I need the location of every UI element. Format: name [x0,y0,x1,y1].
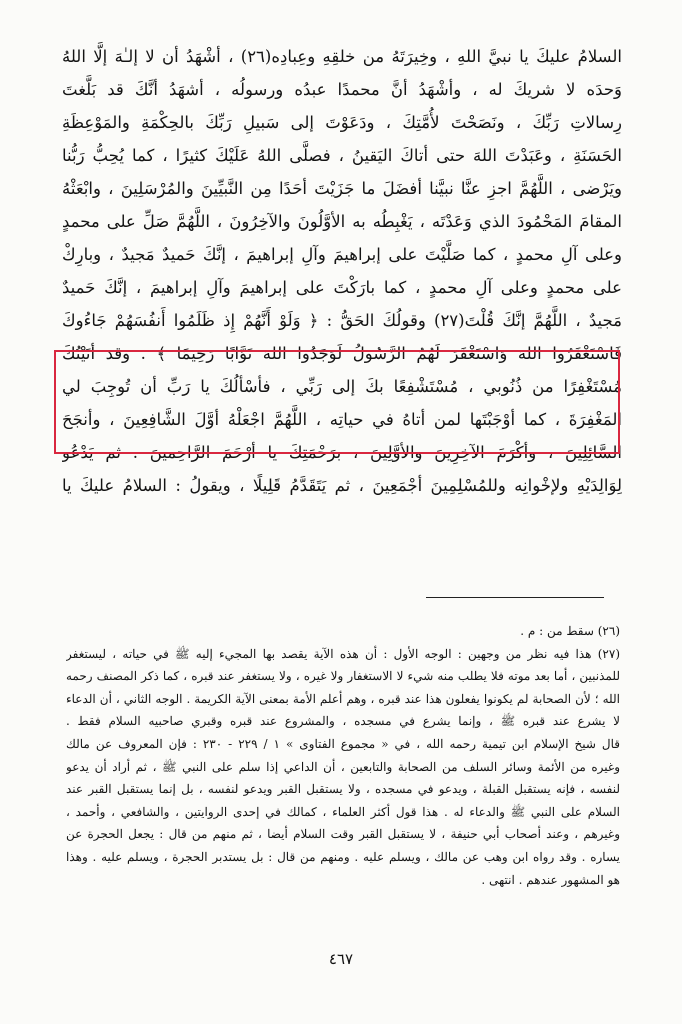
main-line-1: السلامُ عليكَ يا نبيَّ اللهِ ، وخِيرَتَهُ من خلقِهِ وعِبادِه(٢٦) ، أشْهَدُ أن لا إلـٰهَ إلَّا اللهُ [62,47,622,66]
main-line-4: الحَسَنَةِ ، وعَبَدْتَ اللهَ حتى أتاكَ اليَقينُ ، فصلَّى اللهُ عَلَيْكَ كثيرًا ، كما يُحِبُّ رَبُّنا [62,146,622,165]
main-line-5: ويَرْضى ، اللَّهُمَّ اجزِ عنَّا نبيَّنا أفضَلَ ما جَزَيْتَ أحَدًا مِن النَّبيِّينَ والمُرْسَلِينَ ، وابْعَثْهُ [62,179,622,198]
main-line-6: المقامَ المَحْمُودَ الذي وَعَدْتَه ، يَغْبِطُه به الأوَّلُونَ والآخِرُونَ ، اللَّهُمَّ صَلِّ على محمدٍ [62,212,622,231]
footnote-line-9: السلام على النبي ﷺ والدعاء له . هذا قول أكثر العلماء ، كمالك في إحدى الروايتين ، والشافعي ، وأحمد ، [66,804,620,819]
footnote-line-12: هو المشهور عندهم . انتهى . [481,872,620,887]
highlight-box [54,350,620,454]
footnote-line-7: وغيره من الأئمة وسائر السلف من الصحابة والتابعين ، أن الداعي إذا سلم على النبي ﷺ ، ثم أراد أن يدعو [66,759,620,774]
footnote-line-10: وغيرهم ، وعند أصحاب أبي حنيفة ، لا يستقبل القبر وقت السلام أيضا ، ثم منهم من قال : يجعل الحجرة عن [66,827,620,842]
footnote-line-3: للمذنبين ، أما بعد موته فلا يطلب منه شيء لا الاستغفار ولا غيره ، ولا يستغفر عند قبره ، كما ذكر المصنف رحمه [66,669,620,684]
footnote-line-11: يساره . وقد رواه ابن وهب عن مالك ، ويسلم عليه . ومنهم من قال : بل يستدبر الحجرة ، ويسلم عليه . وهذا [66,849,620,864]
footnote-line-4: الله ؛ لأن الصحابة لم يكونوا يفعلون هذا عند قبره ، وهم أعلم الأمة بمعنى الآية الكريمة . الوجه الثاني ، أن الدعاء [66,691,620,706]
main-line-12: المَغْفِرَةَ ، كما أوْجَبْتَها لمن أتاهُ في حياتِه ، اللَّهُمَّ اجْعَلْهُ أوَّلَ الشَّافِعِينَ ، وأنجَحَ [62,410,622,429]
main-line-3: رِسالاتِ رَبِّكَ ، ونَصَحْتَ لأُمَّتِكَ ، ودَعَوْتَ إلى سَبيلِ رَبِّكَ بالحِكْمَةِ والمَوْعِظَةِ [62,113,622,132]
footnote-divider [426,597,604,598]
main-line-8: على محمدٍ وعلى آلِ محمدٍ ، كما بارَكْتَ على إبراهيمَ وآلِ إبراهيمَ ، إنَّكَ حَميدٌ [62,278,622,297]
footnote-line-8: لنفسه ، فإنه يستقبل القبلة ، ويدعو في مسجده ، ولا يستقبل القبر ويدعو لنفسه ، بل إنما يستقبل القبر عند [66,782,620,797]
main-line-9: مَجيدٌ ، اللَّهُمَّ إنَّكَ قُلْتَ(٢٧) وقولُكَ الحَقُّ : ﴿ وَلَوْ أَنَّهُمْ إِذ ظَلَمُوا أَنفُسَهُمْ جَاءُوكَ [62,311,622,330]
main-line-7: وعلى آلِ محمدٍ ، كما صَلَّيْتَ على إبراهيمَ وآلِ إبراهيمَ ، إنَّكَ حَميدٌ مَجيدٌ ، وبارِكْ [62,245,622,264]
main-line-13: السَّائِلِينَ ، وأكْرَمَ الآخِرِينَ والأوَّلِينَ ، برَحْمَتِكَ يا أرْحَمَ الرَّاحِمينَ . ثم يَدْعُو [62,443,622,462]
footnotes-block [66,620,620,891]
footnote-line-5: لا يشرع عند قبره ﷺ ، وإنما يشرع في مسجده ، والمشروع عند قبره وقبري صاحبيه السلام فقط . [66,714,620,729]
footnote-line-1: (٢٦) سقط من : م . [520,624,620,638]
main-line-2: وَحدَه لا شريكَ له ، وأشْهَدُ أنَّ محمدًا عبدُه ورسولُه ، أشهَدُ أنَّكَ قد بَلَّغتَ [62,80,622,99]
main-line-11: مُسْتَغْفِرًا من ذُنُوبي ، مُسْتَشْفِعًا بكَ إلى رَبِّي ، فأسْألُكَ يا رَبِّ أن تُوجِبَ لي [62,377,622,396]
main-line-14: لِوَالِدَيْهِ ولإخْوانِه وللمُسْلِمِينَ أجْمَعِينَ ، ثم يَتَقَدَّمُ قَلِيلًا ، ويقولُ : السلامُ عليكَ يا [62,476,622,495]
main-line-10: فَاسْتَغْفَرُوا اللهَ وَاسْتَغْفَرَ لَهُمُ الرَّسُولُ لَوَجَدُوا اللهَ تَوَّابًا رَحِيمًا ﴾ . وقد أتَيْتُكَ [62,344,622,363]
page-number: ٤٦٧ [328,950,354,968]
footnote-line-6: قال شيخ الإسلام ابن تيمية رحمه الله ، في « مجموع الفتاوى » ١ / ٢٢٩ - ٢٣٠ : فإن المعروف عن مالك [66,736,620,751]
footnote-line-2: (٢٧) هذا فيه نظر من وجهين : الوجه الأول : أن هذه الآية يقصد بها المجيء إليه ﷺ في حياته ، ليستغفر [66,646,620,661]
